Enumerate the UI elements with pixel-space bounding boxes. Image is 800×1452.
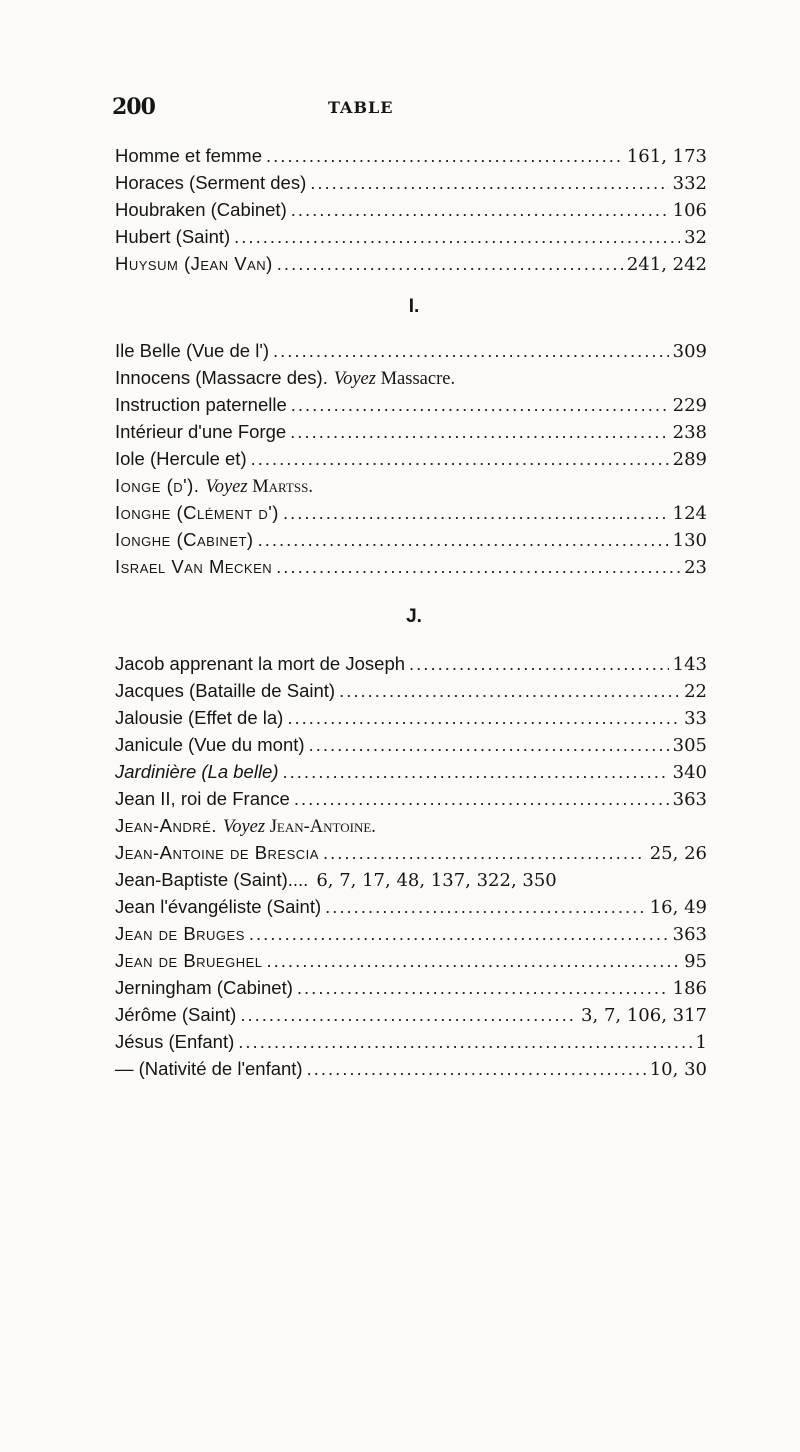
section-heading-j: J. — [406, 606, 422, 627]
cross-reference-entry — [115, 364, 707, 391]
section-heading-i: I. — [408, 296, 420, 317]
leader-dots — [251, 445, 669, 472]
entry-term: Jésus (Enfant) — [115, 1031, 235, 1052]
leader-dots — [273, 337, 669, 364]
entry-term: Jardinière (La belle) — [115, 761, 279, 782]
entry-term: Innocens (Massacre des). — [115, 367, 328, 388]
leader-dots — [267, 947, 681, 974]
entry-term: Jean II, roi de France — [115, 788, 290, 809]
entry-term: Horaces (Serment des) — [115, 172, 307, 193]
leader-dots — [258, 526, 669, 553]
index-entry — [115, 920, 707, 947]
entry-term: Jalousie (Effet de la) — [115, 707, 284, 728]
entry-term: Jean-André. — [115, 815, 217, 836]
entry-term: Jérôme (Saint) — [115, 1004, 237, 1025]
entry-pages: 3, 7, 106, 317 — [581, 1005, 707, 1026]
leader-dots — [291, 391, 669, 418]
entry-term: Jerningham (Cabinet) — [115, 977, 293, 998]
index-entry — [115, 839, 707, 866]
index-entry — [115, 223, 707, 250]
entry-term: Ionge (d'). — [115, 475, 200, 496]
index-entry — [115, 553, 707, 580]
index-entry — [115, 445, 707, 472]
entry-term: Intérieur d'une Forge — [115, 421, 287, 442]
index-entry — [115, 526, 707, 553]
entry-term: Instruction paternelle — [115, 394, 287, 415]
entry-pages: 305 — [672, 735, 707, 756]
index-entry — [115, 418, 707, 445]
entry-term: Hubert (Saint) — [115, 226, 231, 247]
entry-term: Iole (Hercule et) — [115, 448, 247, 469]
index-entry — [115, 947, 707, 974]
cross-reference-entry — [115, 812, 707, 839]
entry-pages: 33 — [684, 708, 707, 729]
index-entry — [115, 893, 707, 920]
entry-term: Jean de Brueghel — [115, 950, 263, 971]
entry-term: Jacques (Bataille de Saint) — [115, 680, 336, 701]
leader-dots — [276, 553, 680, 580]
entry-pages: 25, 26 — [649, 843, 707, 864]
leader-dots — [409, 650, 669, 677]
leader-dots — [249, 920, 669, 947]
entry-term: Ionghe (Cabinet) — [115, 529, 254, 550]
leader-dots — [238, 1028, 691, 1055]
leader-dots — [287, 704, 680, 731]
index-entry — [115, 337, 707, 364]
entry-pages: 32 — [684, 227, 707, 248]
entry-term: Jean de Bruges — [115, 923, 245, 944]
entry-pages: 309 — [672, 341, 707, 362]
leader-dots — [309, 731, 669, 758]
entry-pages: 1 — [695, 1032, 707, 1053]
entry-pages: 229 — [672, 395, 707, 416]
entry-term: Homme et femme — [115, 145, 263, 166]
entry-pages: 22 — [684, 681, 707, 702]
entry-term: — (Nativité de l'enfant) — [115, 1058, 303, 1079]
index-entry — [115, 196, 707, 223]
entry-term: Huysum (Jean Van) — [115, 253, 273, 274]
leader-dots — [323, 839, 646, 866]
entry-pages: 95 — [684, 951, 707, 972]
entry-pages: 143 — [672, 654, 707, 675]
leader-dots — [291, 196, 669, 223]
entry-pages: 106 — [672, 200, 707, 221]
index-entry — [115, 250, 707, 277]
index-entry — [115, 974, 707, 1001]
entry-term: Ionghe (Clément d') — [115, 502, 279, 523]
entry-term: Jean l'évangéliste (Saint) — [115, 896, 322, 917]
entry-pages: 186 — [672, 978, 707, 999]
leader-dots — [339, 677, 680, 704]
leader-dots — [266, 142, 623, 169]
page-header — [112, 94, 712, 128]
leader-dots — [325, 893, 646, 920]
index-entry — [115, 704, 707, 731]
leader-dots — [283, 499, 669, 526]
leader-dots — [294, 785, 669, 812]
entry-pages: 124 — [672, 503, 707, 524]
leader-dots — [297, 974, 669, 1001]
running-title: TABLE — [328, 98, 394, 117]
entry-pages: 340 — [672, 762, 707, 783]
entry-pages: 10, 30 — [649, 1059, 707, 1080]
index-entry — [115, 866, 707, 893]
entry-term: Jean-Baptiste (Saint).... — [115, 869, 309, 890]
leader-dots — [283, 758, 669, 785]
index-entry — [115, 499, 707, 526]
entry-term: Jean-Antoine de Brescia — [115, 842, 319, 863]
entry-pages: 6, 7, 17, 48, 137, 322, 350 — [316, 870, 557, 891]
index-entry — [115, 142, 707, 169]
leader-dots — [277, 250, 623, 277]
see-reference: Voyez Jean-Antoine. — [222, 817, 376, 837]
entry-term: Jacob apprenant la mort de Joseph — [115, 653, 406, 674]
see-reference: Voyez Massacre. — [333, 369, 456, 389]
index-entry — [115, 677, 707, 704]
entry-pages: 238 — [672, 422, 707, 443]
entry-term: Ile Belle (Vue de l') — [115, 340, 270, 361]
entry-pages: 332 — [672, 173, 707, 194]
index-entry — [115, 758, 707, 785]
entry-pages: 130 — [672, 530, 707, 551]
index-entries — [115, 142, 707, 1082]
index-entry — [115, 1055, 707, 1082]
page-number: 200 — [112, 94, 155, 120]
index-entry — [115, 731, 707, 758]
index-entry — [115, 785, 707, 812]
cross-reference-entry — [115, 472, 707, 499]
leader-dots — [307, 1055, 646, 1082]
leader-dots — [240, 1001, 577, 1028]
index-entry — [115, 1028, 707, 1055]
entry-term: Houbraken (Cabinet) — [115, 199, 287, 220]
entry-pages: 289 — [672, 449, 707, 470]
leader-dots — [234, 223, 680, 250]
see-reference: Voyez Martss. — [205, 477, 313, 497]
entry-pages: 161, 173 — [626, 146, 707, 167]
entry-pages: 23 — [684, 557, 707, 578]
index-entry — [115, 650, 707, 677]
entry-pages: 363 — [672, 924, 707, 945]
entry-term: Israel Van Mecken — [115, 556, 273, 577]
entry-pages: 241, 242 — [626, 254, 707, 275]
entry-pages: 363 — [672, 789, 707, 810]
index-entry — [115, 391, 707, 418]
leader-dots — [310, 169, 668, 196]
entry-pages: 16, 49 — [649, 897, 707, 918]
entry-term: Janicule (Vue du mont) — [115, 734, 305, 755]
leader-dots — [290, 418, 668, 445]
index-entry — [115, 1001, 707, 1028]
index-entry — [115, 169, 707, 196]
